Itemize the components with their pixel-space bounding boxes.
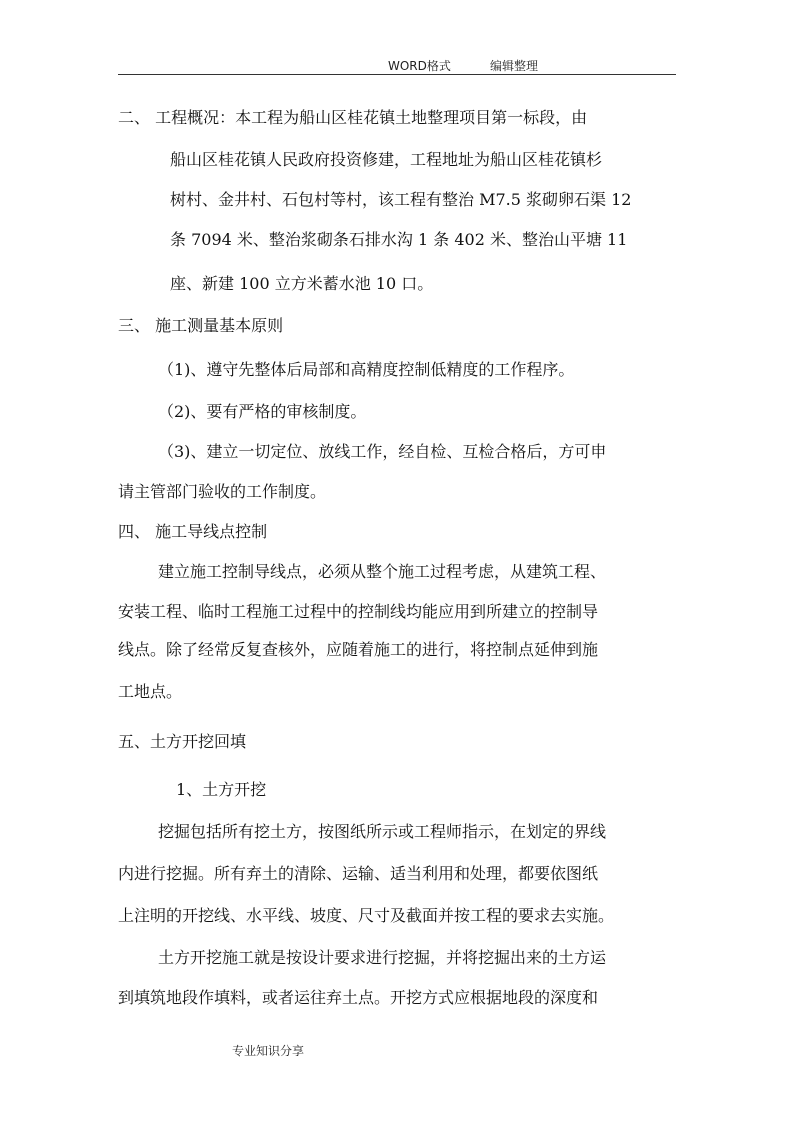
list-item: （3)、建立一切定位、放线工作，经自检、互检合格后，方可申 (158, 442, 607, 461)
paragraph-line: 请主管部门验收的工作制度。 (118, 482, 327, 501)
paragraph-line: 线点。除了经常反复查核外，应随着施工的进行，将控制点延伸到施 (118, 640, 599, 659)
paragraph-line: 土方开挖施工就是按设计要求进行挖掘，并将挖掘出来的土方运 (158, 948, 607, 967)
paragraph-line: 树村、金井村、石包村等村，该工程有整治 M7.5 浆砌卵石渠 12 (170, 190, 632, 209)
paragraph-line: 工地点。 (118, 682, 183, 701)
paragraph-line: 到填筑地段作填料，或者运往弃土点。开挖方式应根据地段的深度和 (118, 988, 599, 1007)
paragraph-line: 条 7094 米、整治浆砌条石排水沟 1 条 402 米、整治山平塘 11 (170, 230, 628, 249)
list-item: （2)、要有严格的审核制度。 (158, 402, 367, 421)
paragraph-line: 座、新建 100 立方米蓄水池 10 口。 (170, 274, 434, 293)
paragraph-line: 船山区桂花镇人民政府投资修建，工程地址为船山区桂花镇杉 (170, 150, 603, 169)
paragraph-line: 安装工程、临时工程施工过程中的控制线均能应用到所建立的控制导 (118, 602, 599, 621)
paragraph-line: 内进行挖掘。所有弃土的清除、运输、适当利用和处理，都要依图纸 (118, 864, 599, 883)
paragraph-line: 挖掘包括所有挖土方，按图纸所示或工程师指示，在划定的界线 (158, 822, 607, 841)
header-edit-label: 编辑整理 (490, 59, 539, 73)
section-heading: 五、土方开挖回填 (118, 732, 247, 751)
header-format-label: WORD格式 (388, 59, 451, 73)
list-item: （1)、遵守先整体后局部和高精度控制低精度的工作程序。 (158, 360, 575, 379)
section-heading: 三、 施工测量基本原则 (118, 316, 284, 335)
section-heading: 四、 施工导线点控制 (118, 522, 268, 541)
paragraph-line: 建立施工控制导线点，必须从整个施工过程考虑，从建筑工程、 (158, 562, 607, 581)
page-footer: 专业知识分享 (232, 1044, 305, 1058)
paragraph-line: 二、 工程概况：本工程为船山区桂花镇土地整理项目第一标段，由 (118, 108, 588, 127)
subsection-heading: 1、土方开挖 (176, 780, 267, 799)
paragraph-line: 上注明的开挖线、水平线、坡度、尺寸及截面并按工程的要求去实施。 (118, 906, 615, 925)
page-header (118, 56, 676, 75)
